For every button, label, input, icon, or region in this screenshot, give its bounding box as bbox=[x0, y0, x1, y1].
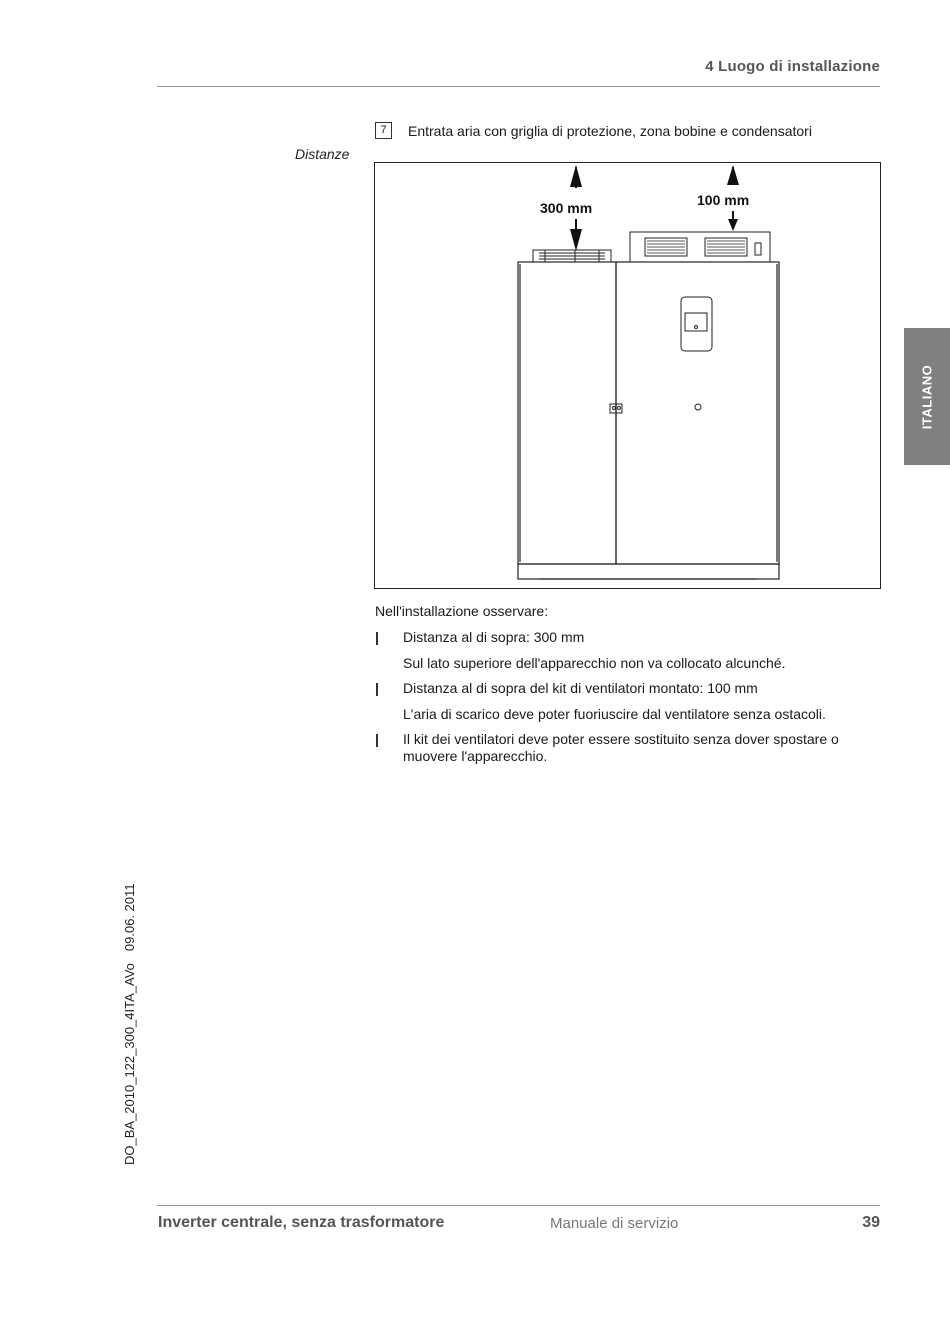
bullet-marker: | bbox=[375, 629, 379, 645]
list-item-note: L'aria di scarico deve poter fuoriuscire dal ventilatore senza ostacoli. bbox=[403, 706, 826, 722]
control-display-panel bbox=[681, 297, 712, 351]
fan-kit bbox=[630, 232, 770, 262]
dimension-label-100: 100 mm bbox=[697, 192, 750, 208]
bullet-marker: | bbox=[375, 680, 379, 696]
inverter-cabinet-drawing bbox=[375, 163, 880, 588]
air-inlet-grille bbox=[533, 250, 611, 262]
language-tab-label: ITALIANO bbox=[919, 364, 935, 429]
instructions-intro: Nell'installazione osservare: bbox=[375, 603, 549, 619]
document-code bbox=[122, 883, 137, 1165]
footer-title: Inverter centrale, senza trasformatore bbox=[158, 1214, 445, 1231]
list-item-continuation: muovere l'apparecchio. bbox=[403, 748, 548, 764]
figure-number: 7 bbox=[375, 122, 392, 139]
list-item: Distanza al di sopra: 300 mm bbox=[403, 629, 585, 645]
page-header-title: 4 Luogo di installazione bbox=[705, 58, 880, 75]
dimension-label-300: 300 mm bbox=[540, 200, 593, 216]
list-item: Distanza al di sopra del kit di ventilatori montato: 100 mm bbox=[403, 680, 758, 696]
document-date: 09.06. 2011 bbox=[122, 883, 137, 952]
cabinet-right bbox=[616, 262, 779, 564]
page-number: 39 bbox=[862, 1214, 880, 1231]
figure-caption-text: Entrata aria con griglia di protezione, zona bobine e condensatori bbox=[408, 122, 812, 139]
list-item: Il kit dei ventilatori deve poter essere sostituito senza dover spostare o bbox=[403, 731, 839, 747]
list-item-note: Sul lato superiore dell'apparecchio non va collocato alcunché. bbox=[403, 655, 786, 671]
door-lock bbox=[695, 404, 701, 410]
figure-caption bbox=[375, 122, 812, 139]
document-code-id: DO_BA_2010_122_300_4ITA_AVo bbox=[122, 963, 137, 1165]
section-side-heading: Distanze bbox=[295, 146, 350, 162]
footer-divider bbox=[157, 1205, 880, 1206]
cabinet-base bbox=[518, 564, 779, 579]
language-tab bbox=[904, 328, 950, 465]
cabinet-left bbox=[518, 262, 616, 564]
bullet-marker: | bbox=[375, 731, 379, 747]
header-divider bbox=[157, 86, 880, 87]
footer-subtitle: Manuale di servizio bbox=[550, 1215, 679, 1232]
figure-illustration bbox=[374, 162, 881, 589]
